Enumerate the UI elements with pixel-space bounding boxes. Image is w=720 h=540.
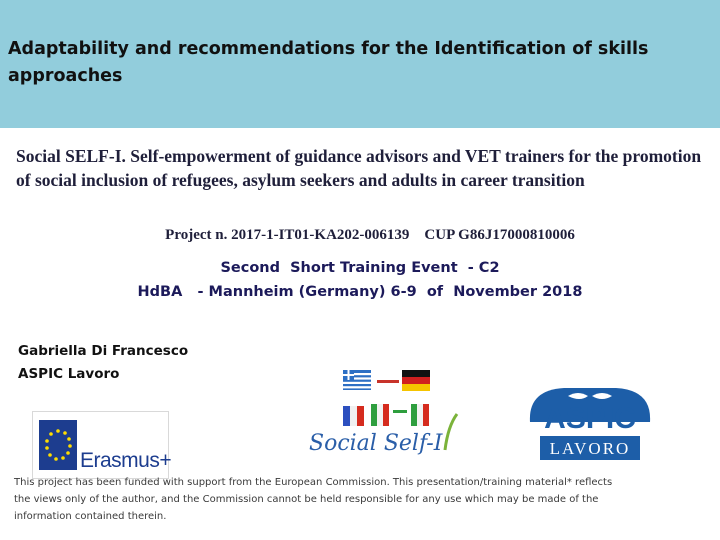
event-name: Second Short Training Event - C2 (220, 260, 500, 276)
header-banner (0, 0, 720, 128)
erasmus-wordmark: Erasmus+ (80, 449, 172, 472)
slide-title: Adaptability and recommendations for the Identification of skills approaches (8, 39, 649, 86)
funding-disclaimer: This project has been funded with support from the European Commission. This presentation/training material* reflects the views only of the author, and the Commission cannot be held responsible for any use which may be made of the information contained therein. (14, 477, 613, 522)
aspic-wordmark: ASPIC (544, 402, 636, 435)
lavoro-wordmark: LAVORO (549, 439, 631, 458)
project-code: Project n. 2017-1-IT01-KA202-006139 CUP G86J17000810006 (165, 227, 575, 243)
social-self-i-logo (305, 362, 470, 462)
eu-flag-icon (39, 420, 77, 470)
erasmus-logo (32, 411, 172, 479)
social-self-i-wordmark: Social Self-I (309, 431, 443, 456)
project-title: Social SELF-I. Self-empowerment of guidance advisors and VET trainers for the promotion of social inclusion of refugees, asylum seekers and adults in career transition (16, 146, 702, 190)
author-name: Gabriella Di Francesco (18, 343, 189, 359)
event-location-date: HdBA - Mannheim (Germany) 6-9 of November 2018 (137, 284, 583, 300)
author-organization: ASPIC Lavoro (18, 366, 120, 382)
aspic-lavoro-logo (520, 382, 660, 462)
